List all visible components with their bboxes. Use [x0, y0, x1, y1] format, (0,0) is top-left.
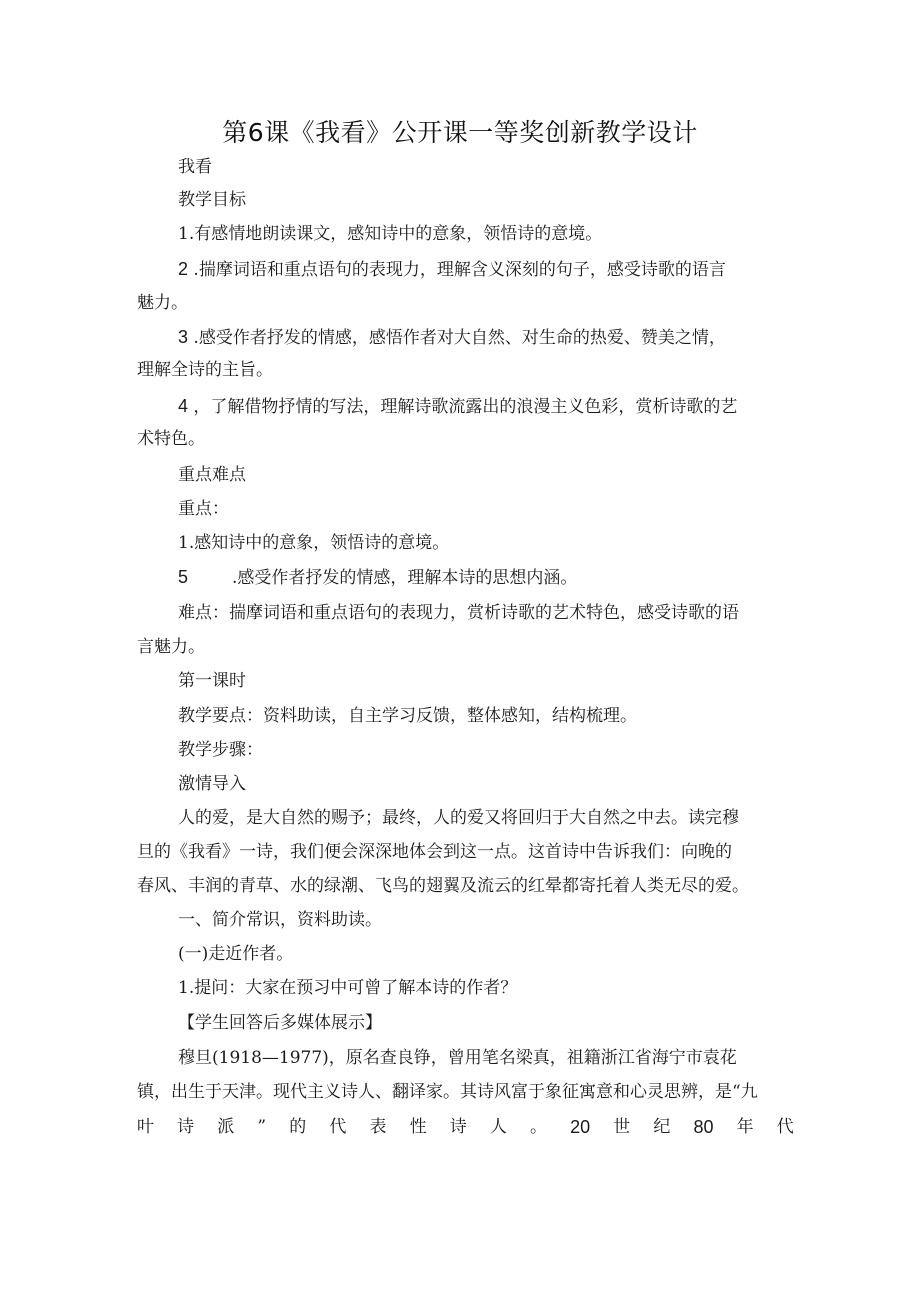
word: 年	[736, 1117, 754, 1137]
word: 代	[776, 1117, 794, 1137]
word: 世	[613, 1117, 631, 1137]
paragraph-text: .感受作者抒发的情感，感悟作者对大自然、对生命的热爱、赞美之情，	[193, 328, 726, 348]
paragraph: 我看	[178, 157, 212, 177]
paragraph	[178, 320, 798, 356]
item-number: 3	[178, 327, 189, 347]
word: 纪	[653, 1117, 671, 1137]
paragraph: 春风、丰润的青草、水的绿潮、飞鸟的翅翼及流云的红晕都寄托着人类无尽的爱。	[137, 876, 749, 896]
word: 派	[217, 1117, 235, 1137]
paragraph: 难点：揣摩词语和重点语句的表现力，赏析诗歌的艺术特色，感受诗歌的语	[178, 603, 739, 623]
paragraph-text: ，了解借物抒情的写法，理解诗歌流露出的浪漫主义色彩，赏析诗歌的艺	[193, 397, 738, 417]
word: 人	[489, 1117, 507, 1137]
paragraph: 镇，出生于天津。现代主义诗人、翻译家。其诗风富于象征寓意和心灵思辨，是“九	[137, 1082, 758, 1102]
paragraph: 【学生回答后多媒体展示】	[178, 1013, 382, 1033]
word: 20	[570, 1117, 591, 1137]
paragraph: 1.提问：大家在预习中可曾了解本诗的作者？	[178, 978, 518, 998]
paragraph: 重点：	[178, 499, 229, 519]
paragraph: 言魅力。	[137, 637, 205, 657]
word: ”	[257, 1117, 267, 1137]
paragraph: 教学要点：资料助读，自主学习反馈，整体感知，结构梳理。	[178, 706, 637, 726]
heading: 教学目标	[178, 190, 246, 210]
paragraph: 穆旦(1918—1977)，原名查良铮，曾用笔名梁真，祖籍浙江省海宁市袁花	[178, 1048, 737, 1068]
item-number: 2	[178, 259, 189, 279]
paragraph	[178, 389, 798, 425]
paragraph-text: .感受作者抒发的情感，理解本诗的思想内涵。	[232, 568, 578, 588]
paragraph: (一)走近作者。	[178, 944, 294, 964]
paragraph: 教学步骤：	[178, 740, 263, 760]
paragraph: 旦的《我看》一诗，我们便会深深地体会到这一点。这首诗中告诉我们：向晚的	[137, 842, 732, 862]
word: 诗	[449, 1117, 467, 1137]
word: 诗	[177, 1117, 195, 1137]
word: 叶	[137, 1117, 154, 1137]
paragraph-justified	[137, 1110, 794, 1145]
document-title: 第6课《我看》公开课一等奖创新教学设计	[222, 118, 698, 147]
item-number: 4	[178, 396, 189, 416]
item-number: 5	[178, 567, 189, 587]
word: 性	[409, 1117, 427, 1137]
paragraph: 理解全诗的主旨。	[137, 360, 273, 380]
word: 表	[369, 1117, 387, 1137]
paragraph	[178, 252, 798, 288]
paragraph: 术特色。	[137, 429, 205, 449]
word: 代	[329, 1117, 347, 1137]
heading: 第一课时	[178, 671, 246, 691]
paragraph: 人的爱，是大自然的赐予；最终，人的爱又将回归于大自然之中去。读完穆	[178, 808, 739, 828]
heading: 激情导入	[178, 774, 246, 794]
word: 的	[289, 1117, 307, 1137]
heading: 重点难点	[178, 465, 246, 485]
word: 。	[529, 1117, 547, 1137]
heading: 一、简介常识，资料助读。	[178, 910, 382, 930]
paragraph: 1.有感情地朗读课文，感知诗中的意象，领悟诗的意境。	[178, 224, 603, 244]
paragraph-text: .揣摩词语和重点语句的表现力，理解含义深刻的句子，感受诗歌的语言	[193, 260, 726, 280]
word: 80	[693, 1117, 714, 1137]
paragraph: 魅力。	[137, 293, 188, 313]
paragraph: 1.感知诗中的意象，领悟诗的意境。	[178, 533, 450, 553]
paragraph	[178, 560, 798, 596]
